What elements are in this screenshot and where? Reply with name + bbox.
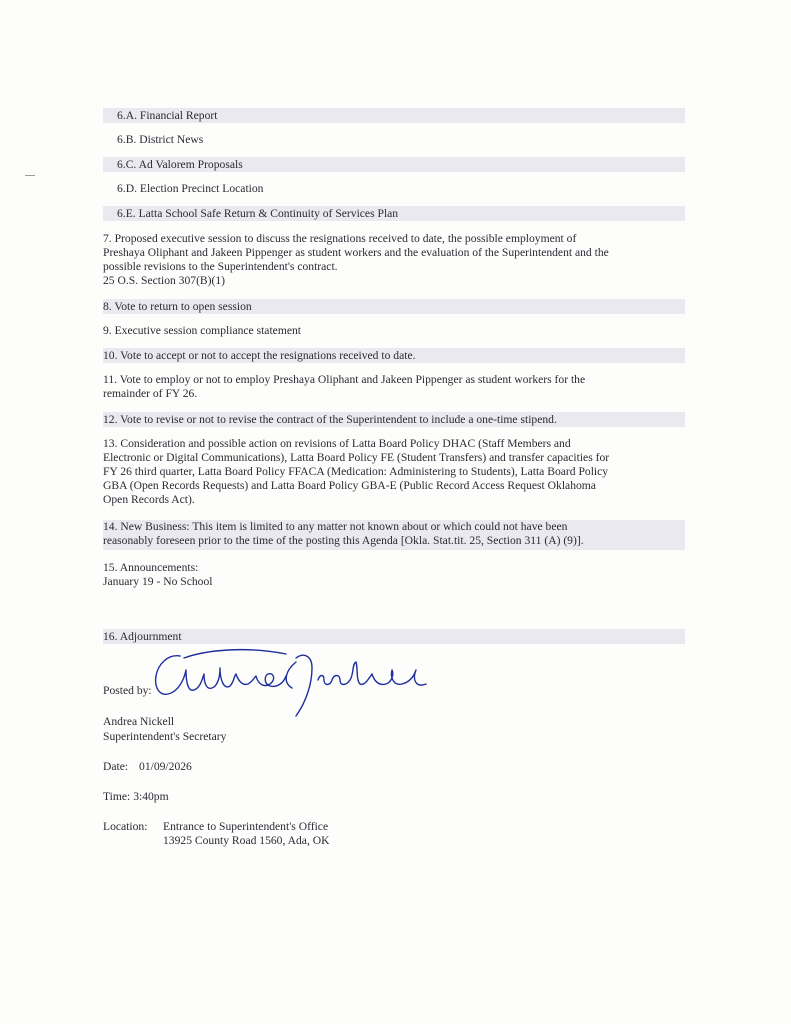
agenda-subitem-6c: 6.C. Ad Valorem Proposals — [103, 157, 685, 172]
location-label: Location: — [103, 820, 148, 833]
signature-stroke — [286, 662, 296, 688]
agenda-item-11-line: 11. Vote to employ or not to employ Preshaya Oliphant and Jakeen Pippenger as student workers for the — [103, 373, 586, 386]
signature-stroke — [184, 650, 286, 658]
signature-stroke — [296, 655, 312, 716]
agenda-subitem-6e: 6.E. Latta School Safe Return & Continuity of Services Plan — [103, 206, 685, 221]
date-label: Date: — [103, 760, 129, 773]
agenda-item-14-line: reasonably foreseen prior to the time of the posting this Agenda [Okla. Stat.tit. 25, Section 311 (A) (9)]. — [103, 534, 584, 547]
agenda-item-7 — [103, 232, 685, 288]
scan-mark — [25, 175, 35, 176]
agenda-item-7-line: 7. Proposed executive session to discuss the resignations received to date, the possible employment of — [103, 232, 577, 245]
agenda-item-16: 16. Adjournment — [103, 629, 685, 644]
agenda-item-14 — [103, 520, 685, 550]
time-value: 3:40pm — [133, 790, 169, 803]
agenda-subitem-6d: 6.D. Election Precinct Location — [117, 182, 264, 195]
agenda-item-15 — [103, 561, 685, 589]
agenda-subitem-6b: 6.B. District News — [117, 133, 204, 146]
agenda-item-13-line: Open Records Act). — [103, 493, 195, 506]
location-line-1: Entrance to Superintendent's Office — [163, 820, 329, 833]
time-label: Time: — [103, 790, 131, 803]
posted-by-label: Posted by: — [103, 684, 152, 697]
posting-time — [103, 790, 169, 804]
agenda-item-13-line: 13. Consideration and possible action on revisions of Latta Board Policy DHAC (Staff Members and — [103, 437, 571, 450]
announcement: January 19 - No School — [103, 575, 213, 588]
signature-stroke — [318, 662, 426, 685]
signer-name: Andrea Nickell — [103, 715, 175, 728]
announcements-heading: 15. Announcements: — [103, 561, 199, 574]
agenda-item-10: 10. Vote to accept or not to accept the resignations received to date. — [103, 348, 685, 363]
agenda-item-7-line: possible revisions to the Superintendent's contract. — [103, 260, 338, 273]
agenda-item-7-line: Preshaya Oliphant and Jakeen Pippenger as student workers and the evaluation of the Superintendent and the — [103, 246, 609, 259]
agenda-item-13 — [103, 437, 685, 507]
date-value: 01/09/2026 — [139, 760, 192, 773]
agenda-item-12: 12. Vote to revise or not to revise the contract of the Superintendent to include a one-time stipend. — [103, 412, 685, 427]
agenda-item-14-line: 14. New Business: This item is limited to any matter not known about or which could not have been — [103, 520, 568, 533]
signature-icon — [146, 640, 436, 720]
agenda-item-13-line: FY 26 third quarter, Latta Board Policy FFACA (Medication: Administering to Students), Latta Board Policy — [103, 465, 609, 478]
agenda-subitem-6a: 6.A. Financial Report — [103, 108, 685, 123]
agenda-item-11-line: remainder of FY 26. — [103, 387, 198, 400]
agenda-item-13-line: Electronic or Digital Communications), Latta Board Policy FE (Student Transfers) and transfer capacities for — [103, 451, 610, 464]
posting-date — [103, 760, 192, 774]
agenda-item-7-line: 25 O.S. Section 307(B)(1) — [103, 274, 226, 287]
agenda-item-11 — [103, 373, 685, 401]
agenda-item-8: 8. Vote to return to open session — [103, 299, 685, 314]
signature-stroke — [156, 656, 286, 695]
agenda-item-9: 9. Executive session compliance statement — [103, 324, 301, 337]
location-line-2: 13925 County Road 1560, Ada, OK — [163, 834, 330, 847]
signer-title: Superintendent's Secretary — [103, 730, 227, 743]
agenda-item-13-line: GBA (Open Records Requests) and Latta Board Policy GBA-E (Public Record Access Request Oklahoma — [103, 479, 596, 492]
